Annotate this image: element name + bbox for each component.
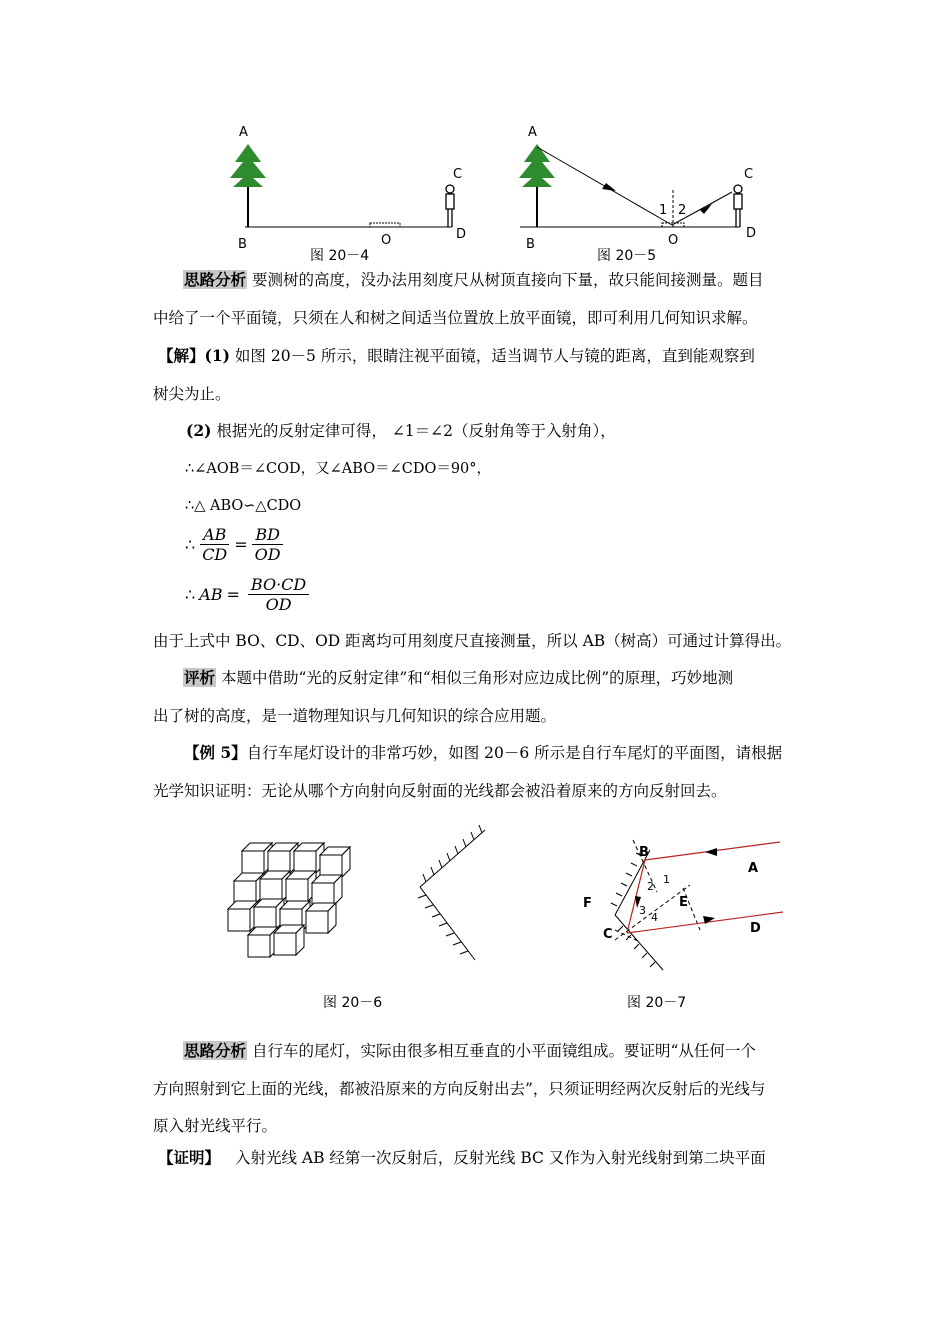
example5-line2: 光学知识证明：无论从哪个方向射向反射面的光线都会被沿着原来的方向反射回去。 [153, 782, 727, 800]
figure-20-5-caption: 图 20－5 [597, 248, 657, 264]
fraction-denominator: CD [202, 545, 228, 564]
ab-equation [185, 575, 313, 614]
label-a: A [239, 125, 248, 140]
angle-1-label: 1 [663, 873, 670, 886]
angle-2-label: 2 [647, 880, 654, 893]
ratio-equation [185, 525, 288, 564]
figure-20-6 [220, 825, 510, 975]
analysis-text: 要测树的高度，没办法用刻度尺从树顶直接向下量，故只能间接测量。题目 [251, 271, 764, 289]
ab-lhs: AB [199, 585, 223, 604]
analysis2-tag: 思路分析 [184, 1041, 247, 1060]
fraction-numerator: BO·CD [248, 575, 309, 595]
analysis2-line1 [183, 1041, 756, 1061]
label-c: C [603, 927, 613, 942]
fraction-denominator: OD [254, 545, 281, 564]
solution-text: 如图 20－5 所示，眼睛注视平面镜，适当调节人与镜的距离，直到能观察到 [234, 347, 755, 365]
figure-20-6-caption: 图 20－6 [323, 995, 383, 1011]
comment-tag: 评析 [184, 668, 216, 687]
solution-step2 [186, 421, 616, 441]
person-icon [446, 185, 454, 227]
solution-conclusion: 由于上式中 BO、CD、OD 距离均可用刻度尺直接测量，所以 AB（树高）可通过计算得出。 [153, 632, 792, 650]
example5-text: 自行车尾灯设计的非常巧妙，如图 20－6 所示是自行车尾灯的平面图，请根据 [246, 744, 783, 762]
angle-1-label: 1 [659, 203, 668, 218]
proof-tag: 【证明】 [158, 1148, 221, 1167]
person-icon [734, 185, 742, 227]
comment-text: 本题中借助“光的反射定律”和“相似三角形对应边成比例”的原理，巧妙地测 [220, 669, 734, 687]
solution-tag: 【解】 [158, 346, 205, 365]
analysis2-text: 自行车的尾灯，实际由很多相互垂直的小平面镜组成。要证明“从任何一个 [251, 1042, 756, 1060]
ray-arrow-icon [705, 848, 717, 856]
tree-icon [230, 144, 266, 187]
example5-line1 [184, 743, 782, 763]
fraction-bocd-od [248, 575, 309, 614]
proof-line1 [158, 1148, 766, 1168]
label-o: O [381, 233, 392, 248]
solution-line1 [158, 346, 755, 366]
step2-label: (2) [186, 421, 212, 440]
label-d: D [456, 227, 467, 242]
label-b: B [526, 237, 535, 252]
analysis2-line3: 原入射光线平行。 [153, 1117, 278, 1135]
equation-angles: ∴∠AOB＝∠COD，又∠ABO＝∠CDO＝90°， [185, 461, 492, 477]
step2-text: 根据光的反射定律可得， ∠1＝∠2（反射角等于入射角）， [216, 422, 616, 440]
therefore-symbol: ∴ [185, 585, 196, 604]
comment-line1 [183, 668, 733, 688]
label-c: C [453, 167, 463, 182]
label-e: E [679, 895, 688, 910]
ray-arrow-icon [703, 916, 715, 924]
figure-20-7 [575, 830, 795, 980]
label-b: B [238, 237, 247, 252]
ray-arrow-icon [602, 183, 616, 191]
equation-similar: ∴△ ABO∽△CDO [185, 498, 302, 514]
mirror-icon [370, 223, 400, 227]
fraction-bd-od [252, 525, 284, 564]
label-o: O [668, 233, 679, 248]
angle-2-label: 2 [678, 203, 687, 218]
example5-tag: 【例 5】 [184, 743, 247, 762]
label-d: D [750, 921, 761, 936]
label-f: F [583, 896, 592, 911]
equals-sign: = [234, 535, 248, 554]
equals-sign: = [226, 585, 240, 604]
comment-line2: 出了树的高度，是一道物理知识与几何知识的综合应用题。 [153, 707, 557, 725]
fraction-numerator: BD [252, 525, 283, 545]
mirror-corner-icon [418, 825, 485, 960]
angle-3-label: 3 [639, 904, 646, 917]
fraction-numerator: AB [200, 525, 229, 545]
label-c: C [744, 167, 754, 182]
fraction-denominator: OD [265, 595, 292, 614]
step1-label: (1) [204, 346, 230, 365]
angle-4-label: 4 [651, 911, 658, 924]
tree-icon [519, 144, 555, 187]
analysis-paragraph-line2: 中给了一个平面镜，只须在人和树之间适当位置放上放平面镜，即可利用几何知识求解。 [153, 309, 758, 327]
therefore-symbol: ∴ [185, 535, 196, 554]
solution-line2: 树尖为止。 [153, 385, 231, 403]
label-d: D [746, 226, 757, 241]
label-a: A [528, 125, 537, 140]
cube-cluster-icon [228, 843, 350, 957]
label-a: A [748, 861, 759, 876]
fraction-ab-cd [199, 525, 230, 564]
figure-20-4-caption: 图 20－4 [310, 248, 370, 264]
label-b: B [639, 845, 649, 860]
analysis2-line2: 方向照射到它上面的光线，都被沿原来的方向反射出去”，只须证明经两次反射后的光线与 [153, 1080, 766, 1098]
analysis-tag: 思路分析 [184, 270, 247, 289]
proof-text: 入射光线 AB 经第一次反射后，反射光线 BC 又作为入射光线射到第二块平面 [234, 1149, 766, 1167]
analysis-paragraph-line1 [183, 270, 763, 290]
figure-20-7-caption: 图 20－7 [627, 995, 687, 1011]
